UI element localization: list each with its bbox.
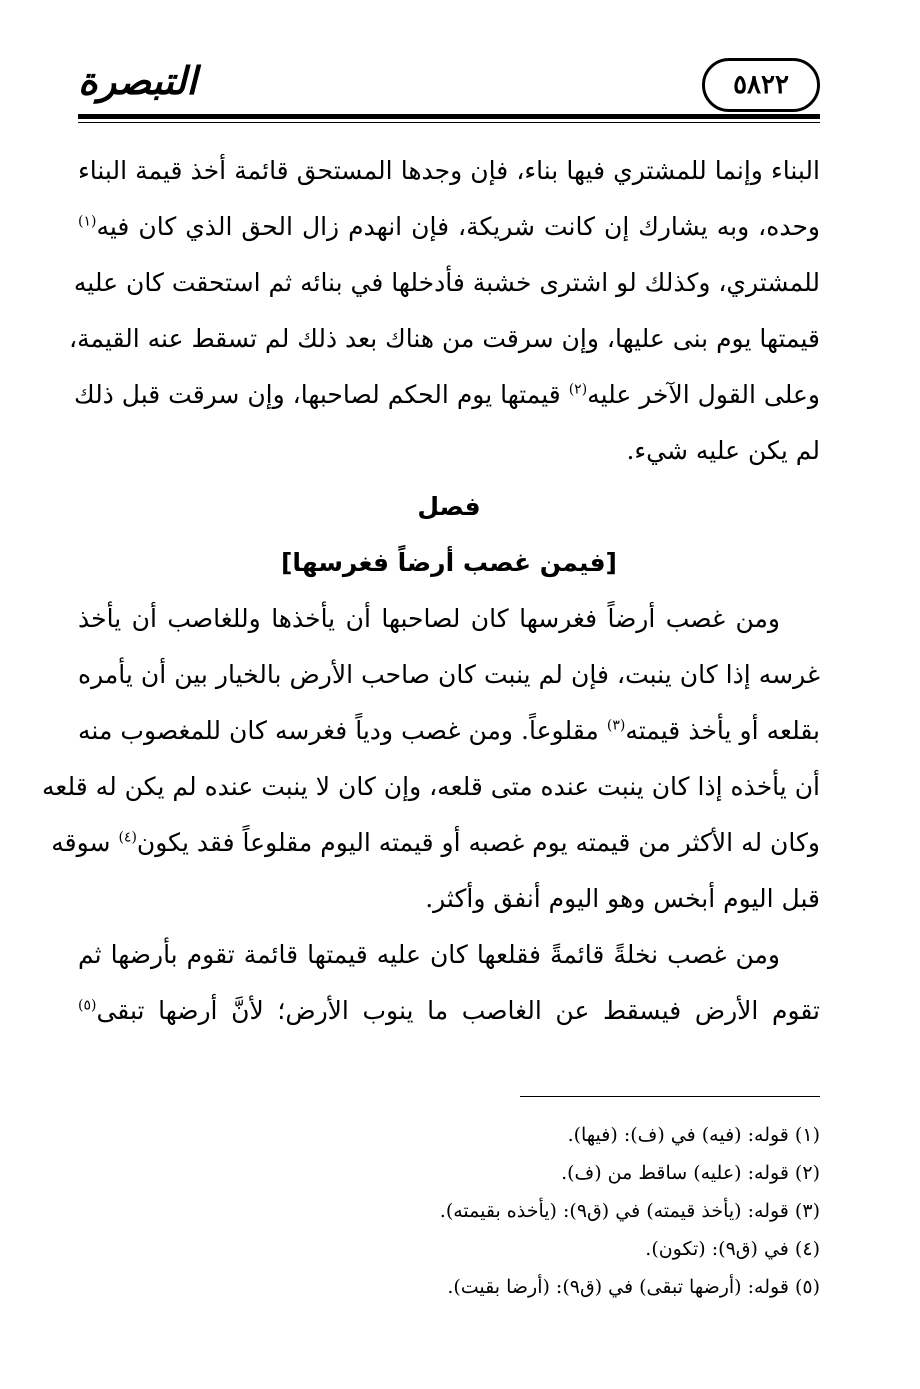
- text-line: للمشتري، وكذلك لو اشترى خشبة فأدخلها في بنائه ثم استحقت كان عليه: [73, 268, 820, 297]
- page-header: [78, 48, 820, 128]
- page-number: ٥٨٢٢: [733, 70, 789, 100]
- text-line: تقوم الأرض فيسقط عن الغاصب ما ينوب الأرض؛ لأنَّ أرضها تبقى$^{(٥)}$: [78, 996, 820, 1025]
- text-line: وحده، وبه يشارك إن كانت شريكة، فإن انهدم زال الحق الذي كان فيه$^{(١)}$: [78, 212, 820, 241]
- text-line: أن يأخذه إذا كان ينبت عنده متى قلعه، وإن كان لا ينبت عنده لم يكن له قلعه: [42, 772, 820, 801]
- header-rule: [78, 114, 820, 119]
- text-line: لم يكن عليه شيء.: [626, 436, 820, 465]
- page-number-badge: [702, 58, 820, 112]
- text-line: وكان له الأكثر من قيمته يوم غصبه أو قيمته اليوم مقلوعاً فقد يكون$^{(٤)}$ سوقه: [51, 828, 820, 857]
- text-line: بقلعه أو يأخذ قيمته$^{(٣)}$ مقلوعاً. ومن غصب ودياً فغرسه كان للمغصوب منه: [78, 716, 820, 745]
- header-rule-thin: [78, 122, 820, 123]
- text-line: وعلى القول الآخر عليه$^{(٢)}$ قيمتها يوم الحكم لصاحبها، وإن سرقت قبل ذلك: [74, 380, 820, 409]
- footnote-marker: (٥): [78, 997, 97, 1014]
- text-line: قبل اليوم أبخس وهو اليوم أنفق وأكثر.: [425, 884, 820, 913]
- footnote-marker: (٤): [118, 829, 137, 846]
- section-subheading: [فيمن غصب أرضاً فغرسها]: [281, 548, 617, 577]
- footnotes: [78, 1116, 820, 1306]
- book-title: التبصرة: [78, 58, 197, 103]
- footnote-marker: (٢): [568, 381, 588, 398]
- main-text: [42, 143, 820, 1039]
- text-line: ومن غصب نخلةً قائمةً فقلعها كان عليه قيمتها قائمة تقوم بأرضها ثم: [78, 940, 780, 969]
- footnote-marker: (٣): [606, 717, 626, 734]
- text-line: ومن غصب أرضاً فغرسها كان لصاحبها أن يأخذها وللغاصب أن يأخذ: [78, 604, 780, 633]
- footnote-marker: (١): [78, 213, 97, 230]
- footnote: (٣) قوله: (يأخذ قيمته) في (ق٩): (يأخذه بقيمته).: [439, 1200, 820, 1222]
- text-line: البناء وإنما للمشتري فيها بناء، فإن وجدها المستحق قائمة أخذ قيمة البناء: [78, 156, 820, 185]
- footnote: (٢) قوله: (عليه) ساقط من (ف).: [561, 1162, 820, 1184]
- footnote: (٥) قوله: (أرضها تبقى) في (ق٩): (أرضا بقيت).: [447, 1276, 820, 1298]
- footnote: (٤) في (ق٩): (تكون).: [645, 1238, 820, 1260]
- text-line: غرسه إذا كان ينبت، فإن لم ينبت كان صاحب الأرض بالخيار بين أن يأمره: [78, 660, 820, 689]
- text-line: قيمتها يوم بنى عليها، وإن سرقت من هناك بعد ذلك لم تسقط عنه القيمة،: [69, 324, 820, 353]
- footnote-separator: [520, 1096, 820, 1097]
- footnote: (١) قوله: (فيه) في (ف): (فيها).: [567, 1124, 820, 1146]
- section-heading: فصل: [417, 492, 481, 521]
